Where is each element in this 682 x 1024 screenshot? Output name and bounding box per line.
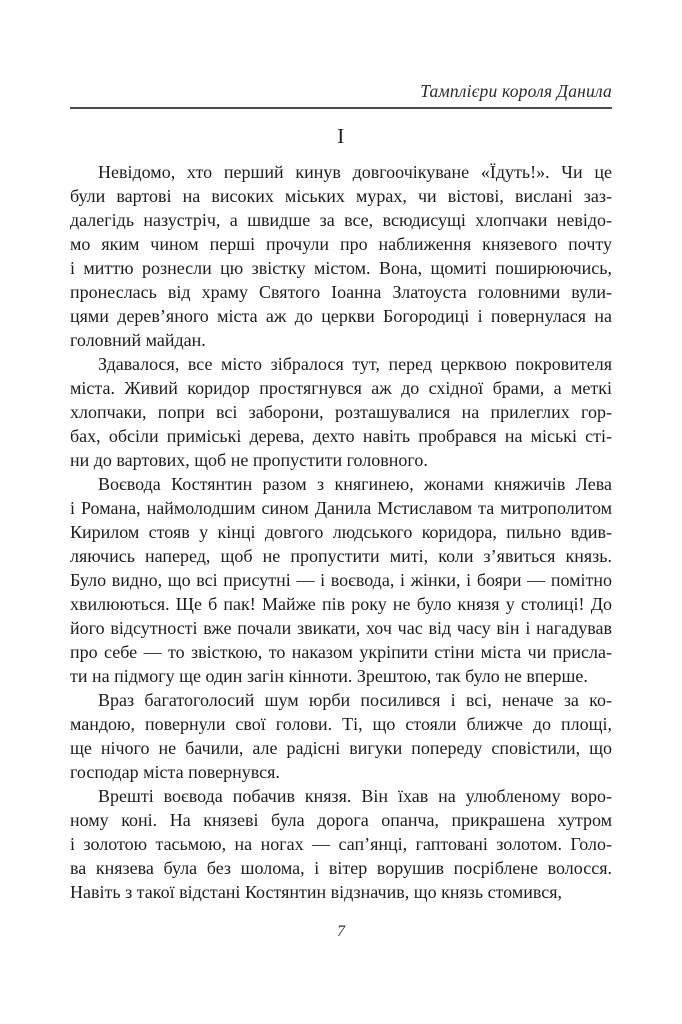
text-line: ляючись наперед, щоб не пропустити миті, коли з’явиться князь. bbox=[70, 546, 612, 566]
text-line: Врешті воєвода побачив князя. Він їхав на улюбленому воро- bbox=[98, 786, 612, 806]
text-line: Враз багатоголосий шум юрби посилився і всі, неначе за ко- bbox=[98, 690, 612, 710]
text-line: Воєвода Костянтин разом з княгинею, жонами княжичів Лева bbox=[98, 474, 612, 494]
paragraph bbox=[70, 688, 612, 784]
text-line: про себе — то звісткою, то наказом укріпити стіни міста чи присла- bbox=[70, 642, 612, 662]
text-line: Невідомо, хто перший кинув довгоочікуване «Їдуть!». Чи це bbox=[98, 162, 612, 182]
text-line: міста. Живий коридор простягнувся аж до східної брами, а меткі bbox=[70, 378, 612, 398]
text-line: були вартові на високих міських мурах, чи вістові, вислані заз- bbox=[70, 186, 612, 206]
text-line: мандою, повернули свої голови. Ті, що стояли ближче до площі, bbox=[70, 714, 612, 734]
text-line: і золотою тасьмою, на ногах — сап’янці, гаптовані золотом. Голо- bbox=[70, 834, 612, 854]
text-line: і Романа, наймолодшим сином Данила Мстиславом та митрополитом bbox=[70, 498, 612, 518]
paragraph bbox=[70, 160, 612, 352]
text-line: і миттю рознесли цю звістку містом. Вона, щомиті поширюючись, bbox=[70, 258, 612, 278]
text-line: господар міста повернувся. bbox=[70, 762, 280, 782]
text-line: ни до вартових, щоб не пропустити головного. bbox=[70, 450, 428, 470]
paragraph bbox=[70, 352, 612, 472]
text-line: Було видно, що всі присутні — і воєвода, і жінки, і бояри — помітно bbox=[70, 570, 612, 590]
text-line: головний майдан. bbox=[70, 330, 206, 350]
text-line: хлопчаки, попри всі заборони, розташувалися на прилеглих гор- bbox=[70, 402, 612, 422]
body-text bbox=[70, 160, 612, 904]
text-line: мо яким чином перші прочули про наближення князевого почту bbox=[70, 234, 612, 254]
text-line: цями дерев’яного міста аж до церкви Богородиці і повернулася на bbox=[70, 306, 612, 326]
paragraph bbox=[70, 472, 612, 688]
running-header: Тамплієри короля Данила bbox=[420, 81, 612, 101]
text-line: ва князева була без шолома, і вітер ворушив посріблене волосся. bbox=[70, 858, 612, 878]
text-line: ще нічого не бачили, але радісні вигуки попереду сповістили, що bbox=[70, 738, 612, 758]
text-line: далегідь назустріч, а швидше за все, всюдисущі хлопчаки невідо- bbox=[70, 210, 612, 230]
text-line: Навіть з такої відстані Костянтин відзначив, що князь стомився, bbox=[70, 882, 563, 902]
header-rule bbox=[70, 107, 612, 109]
text-line: його відсутності вже почали звикати, хоч час від часу він і нагадував bbox=[70, 618, 612, 638]
text-line: бах, обсіли приміські дерева, дехто навіть пробрався на міські сті- bbox=[70, 426, 612, 446]
text-line: Здавалося, все місто зібралося тут, перед церквою покровителя bbox=[98, 354, 612, 374]
text-line: хвилюються. Ще б пак! Майже пів року не було князя у столиці! До bbox=[70, 594, 612, 614]
chapter-number: I bbox=[337, 124, 345, 148]
text-line: ти на підмогу ще один загін кінноти. Зрештою, так було не вперше. bbox=[70, 666, 588, 686]
text-line: ному коні. На князеві була дорога опанча, прикрашена хутром bbox=[70, 810, 612, 830]
text-line: пронеслась від храму Святого Іоанна Златоуста головними вули- bbox=[70, 282, 612, 302]
page-number: 7 bbox=[337, 923, 345, 940]
text-line: Кирилом стояв у кінці довгого людського коридора, пильно вдив- bbox=[70, 522, 612, 542]
paragraph bbox=[70, 784, 612, 904]
